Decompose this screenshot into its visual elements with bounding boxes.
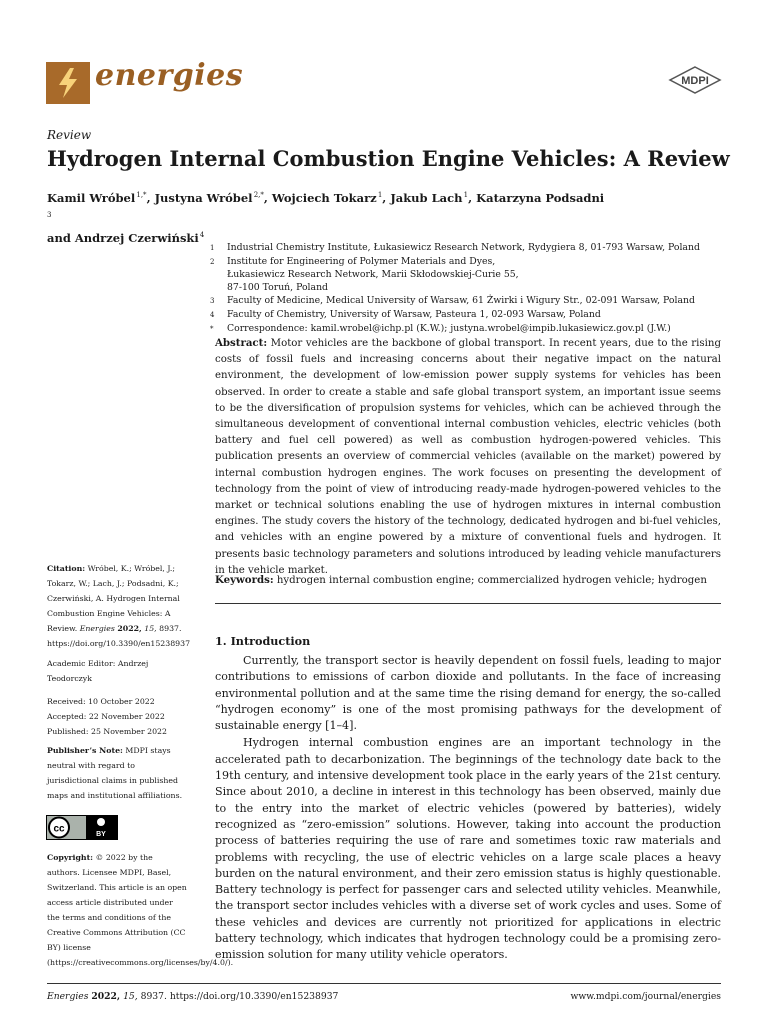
author-list: Kamil Wróbel $^{1,*}$, Justyna Wróbel $^{2,*}$, Wojciech Tokarz $^1$, Jakub Lach $^1$, Katarzyna Podsadni $^3$ and Andrzej Czerwiński $^4$ bbox=[47, 190, 605, 245]
author-sup: 4 bbox=[199, 230, 205, 239]
affiliation-item: 4 Faculty of Chemistry, University of Warsaw, Pasteura 1, 02-093 Warsaw, Poland bbox=[210, 309, 601, 320]
cc-badge-text: cc bbox=[53, 823, 65, 835]
paragraph: Currently, the transport sector is heavily dependent on fossil fuels, leading to major contributions to emissions of carbon dioxide and pollutants. In the face of increasing environmental pollution and at the same time the rising demand for energy, the so-called “hydrogen economy” is one of the most promising pathways for the development of sustainable energy [1–4]. bbox=[215, 654, 721, 733]
journal-url-link[interactable]: www.mdpi.com/journal/energies bbox=[570, 991, 721, 1002]
keywords bbox=[215, 572, 721, 589]
author-name: Jakub Lach bbox=[390, 190, 463, 205]
article-type: Review bbox=[47, 128, 92, 142]
footer-citation: Energies 2022, 15, 8937. https://doi.org/10.3390/en15238937 bbox=[47, 991, 339, 1002]
paragraph: Hydrogen internal combustion engines are an important technology in the accelerated path to decarbonization. The beginnings of the technology date back to the 19th century, and intensive development took place in the early years of the 21st century. Since about 2010, a decline in interest in this technology has been observed, mainly due to the entry into the market of electric vehicles (powered by batteries), widely recognized as “zero-emission” solutions. However, taking into account the production process of batteries requiring the use of rare and sometimes toxic raw materials and problems with recycling, the use of electric vehicles on a large scale places a heavy burden on the natural environment, and their zero emission status is highly questionable. Battery technology is perfect for passenger cars and selected utility vehicles. Meanwhile, the transport sector includes vehicles with a diverse set of work cycles and uses. Some of these vehicles and devices are currently not prioritized for applications in electric battery technology, which indicates that hydrogen technology could be a promising zero-emission solution for many utility vehicle operators. bbox=[215, 736, 721, 962]
section-heading: 1. Introduction bbox=[215, 634, 311, 648]
abstract-text: Motor vehicles are the backbone of global transport. In recent years, due to the rising costs of fossil fuels and increasing concerns about their negative impact on the natural environment, the development of low-emission power supply systems for vehicles has been observed. In order to create a stable and safe global transport system, an important issue seems to be the diversification of propulsion systems for vehicles, which can be achieved through the simultaneous development of conventional internal combustion vehicles, electric vehicles (both battery and fuel cell powered) as well as combustion hydrogen-powered vehicles. This publication presents an overview of commercial vehicles (available on the market) powered by internal combustion hydrogen engines. The work focuses on presenting the development of technology from the point of view of introducing ready-made hydrogen-powered vehicles to the market or technical solutions enabling the use of hydrogen mixtures in internal combustion engines. The study covers the history of the technology, dedicated hydrogen and bi-fuel vehicles, and vehicles with an engine powered by a mixture of conventional fuels and hydrogen. It presents basic technology parameters and solutions introduced by leading vehicle manufacturers in the vehicle market. bbox=[215, 338, 721, 576]
author-sup: 1 bbox=[463, 191, 469, 199]
author-name: Justyna Wróbel bbox=[154, 190, 253, 205]
author-name: Wojciech Tokarz bbox=[271, 190, 377, 205]
paper-title: Hydrogen Internal Combustion Engine Vehicles: A Review bbox=[47, 146, 730, 171]
author-name: Kamil Wróbel bbox=[47, 190, 136, 205]
publisher-note: Publisher’s Note: MDPI stays neutral with regard to jurisdictional claims in published maps and institutional affiliations. bbox=[47, 746, 183, 800]
abstract-label: Abstract: bbox=[215, 337, 268, 349]
citation-block: Citation: Wróbel, K.; Wróbel, J.; Tokarz, W.; Lach, J.; Podsadni, K.; Czerwiński, A. Hydrogen Internal Combustion Engine Vehicles: A Review. Energies 2022, 15, 8937. https://doi.org/10.3390/en15238937 bbox=[47, 564, 191, 648]
footer-divider bbox=[47, 983, 721, 984]
cc-by-text: BY bbox=[96, 831, 106, 838]
keywords-label: Keywords: bbox=[215, 574, 274, 586]
keywords-text: hydrogen internal combustion engine; commercialized hydrogen vehicle; hydrogen bbox=[276, 575, 707, 586]
cc-by-license-icon[interactable] bbox=[46, 815, 118, 840]
citation-doi-link[interactable]: 8937. https://doi.org/10.3390/en15238937 bbox=[47, 624, 191, 648]
section-divider bbox=[215, 603, 721, 604]
affiliations bbox=[210, 241, 710, 336]
copyright-notice: Copyright: © 2022 by the authors. Licensee MDPI, Basel, Switzerland. This article is an open access article distributed under the terms and conditions of the Creative Commons Attribution (CC BY) license (https://creativecommons.org/licenses/by/4.0/). bbox=[47, 853, 234, 967]
journal-logo-icon bbox=[46, 62, 90, 104]
published-date: Published: 25 November 2022 bbox=[47, 727, 167, 736]
affiliation-item: 3 Faculty of Medicine, Medical University of Warsaw, 61 Żwirki i Wigury Str., 02-091 Warsaw, Poland bbox=[210, 295, 695, 306]
author-name: Andrzej Czerwiński bbox=[74, 230, 199, 245]
author-sup: 1,* bbox=[136, 191, 147, 199]
correspondence: * Correspondence: kamil.wrobel@ichp.pl (K.W.); justyna.wrobel@impib.lukasiewicz.gov.pl (J.W.) bbox=[210, 323, 671, 334]
introduction-body bbox=[215, 653, 721, 965]
author-name: Katarzyna Podsadni bbox=[476, 190, 605, 205]
academic-editor: Academic Editor: Andrzej Teodorczyk bbox=[47, 659, 149, 683]
journal-name: energies bbox=[95, 58, 244, 93]
author-sup: 3 bbox=[47, 210, 52, 219]
abstract bbox=[215, 335, 721, 579]
accepted-date: Accepted: 22 November 2022 bbox=[47, 712, 165, 721]
author-sup: 2,* bbox=[253, 191, 264, 199]
mdpi-logo bbox=[668, 66, 722, 94]
affiliation-item: 2 Institute for Engineering of Polymer Materials and Dyes, Łukasiewicz Research Network, Marii Skłodowskiej-Curie 55, 87-100 Toruń, Poland bbox=[210, 256, 519, 293]
author-sup: 1 bbox=[377, 191, 383, 199]
received-date: Received: 10 October 2022 bbox=[47, 697, 155, 706]
publisher-name: MDPI bbox=[681, 75, 709, 87]
affiliation-item: 1 Industrial Chemistry Institute, Łukasiewicz Research Network, Rydygiera 8, 01-793 Warsaw, Poland bbox=[210, 242, 700, 253]
